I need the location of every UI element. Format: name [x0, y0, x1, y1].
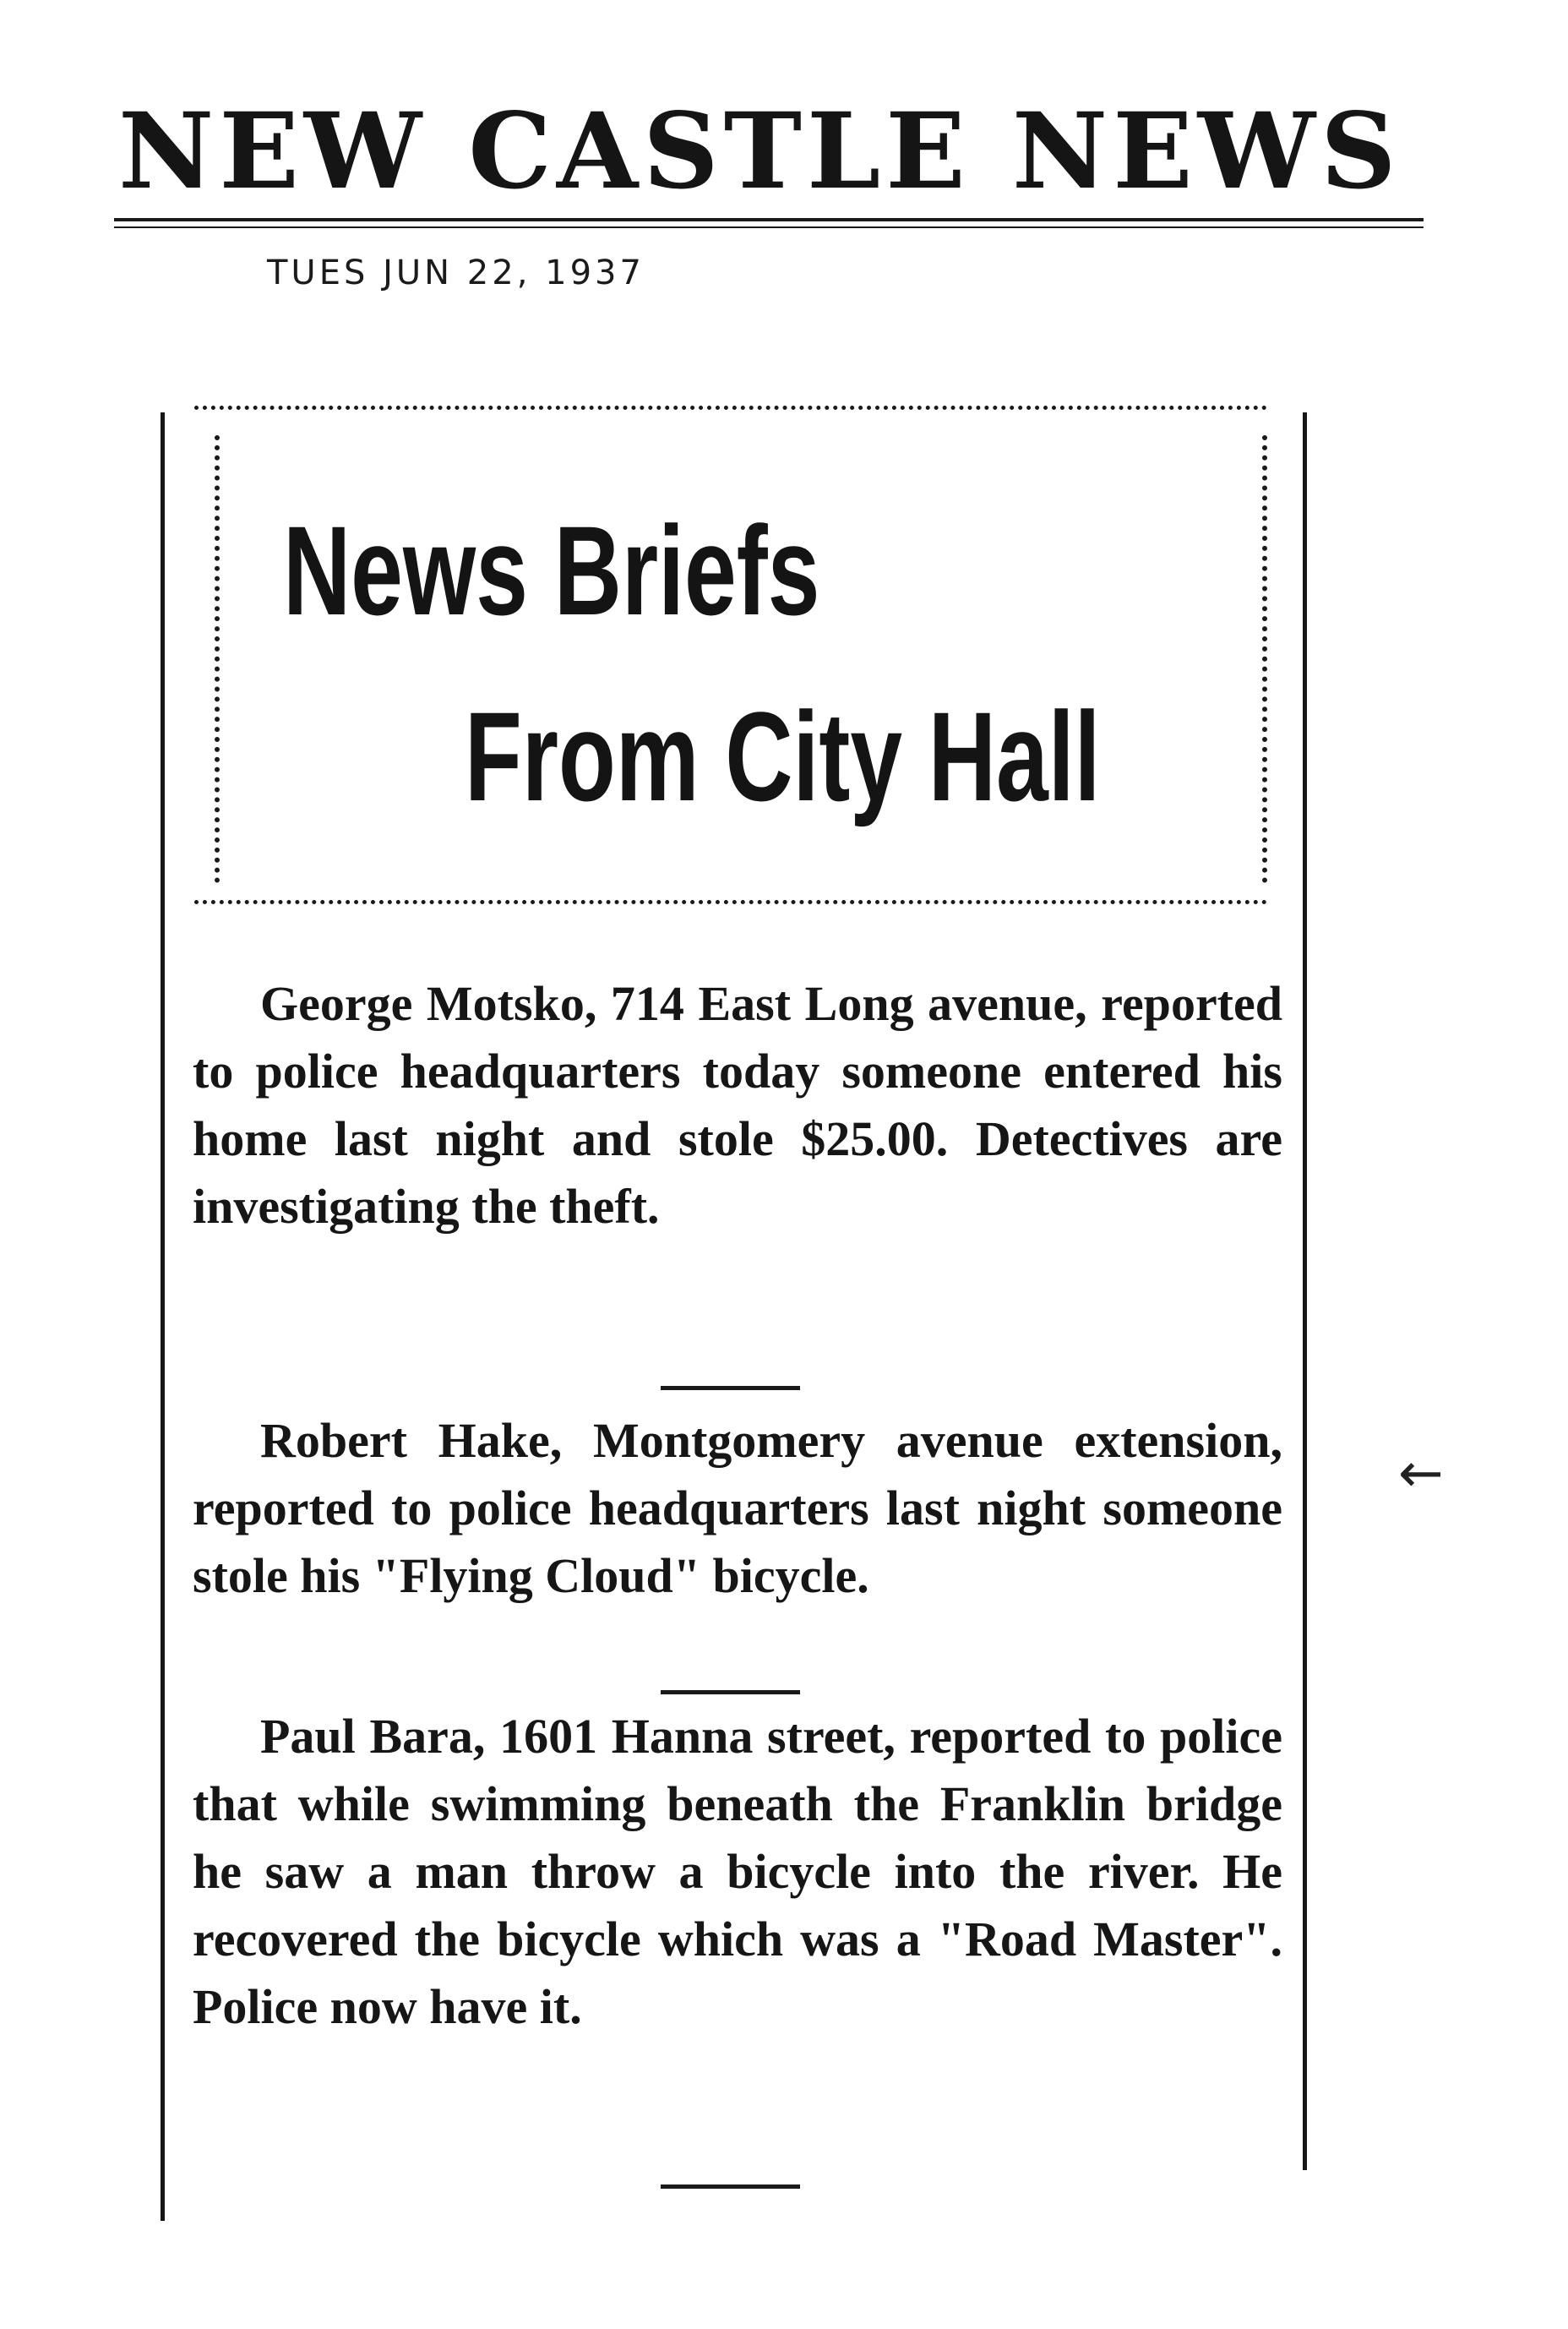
masthead-rule — [114, 218, 1424, 221]
masthead-rule-thin — [114, 226, 1424, 228]
news-brief-motsko: George Motsko, 714 East Long avenue, reported to police headquarters today someone entered his home last night and stole $25.00. Detectives are investigating the theft. — [193, 976, 1282, 1234]
column-rule-right — [1303, 412, 1307, 2170]
headline-border-box — [194, 406, 1267, 904]
headline-border-left — [215, 435, 220, 883]
left-arrow-icon: ← — [1398, 1443, 1444, 1505]
headline-line-1: News Briefs — [283, 499, 820, 641]
brief-separator — [661, 1690, 800, 1694]
brief-separator-end — [661, 2184, 800, 2189]
headline-line-2: From City Hall — [465, 685, 1101, 827]
handwritten-dateline: TUES JUN 22, 1937 — [267, 254, 645, 292]
headline-border-right — [1262, 435, 1267, 883]
brief-separator — [661, 1386, 800, 1390]
column-rule-left — [161, 412, 165, 2221]
newspaper-masthead: NEW CASTLE NEWS — [118, 90, 1402, 213]
news-brief-hake: Robert Hake, Montgomery avenue extension, reported to police headquarters last night someone stole his "Flying Cloud" bicycle. — [193, 1413, 1282, 1603]
news-brief-bara: Paul Bara, 1601 Hanna street, reported to police that while swimming beneath the Franklin bridge he saw a man throw a bicycle into the river. He recovered the bicycle which was a "Road Master". Police now have it. — [193, 1709, 1282, 2034]
